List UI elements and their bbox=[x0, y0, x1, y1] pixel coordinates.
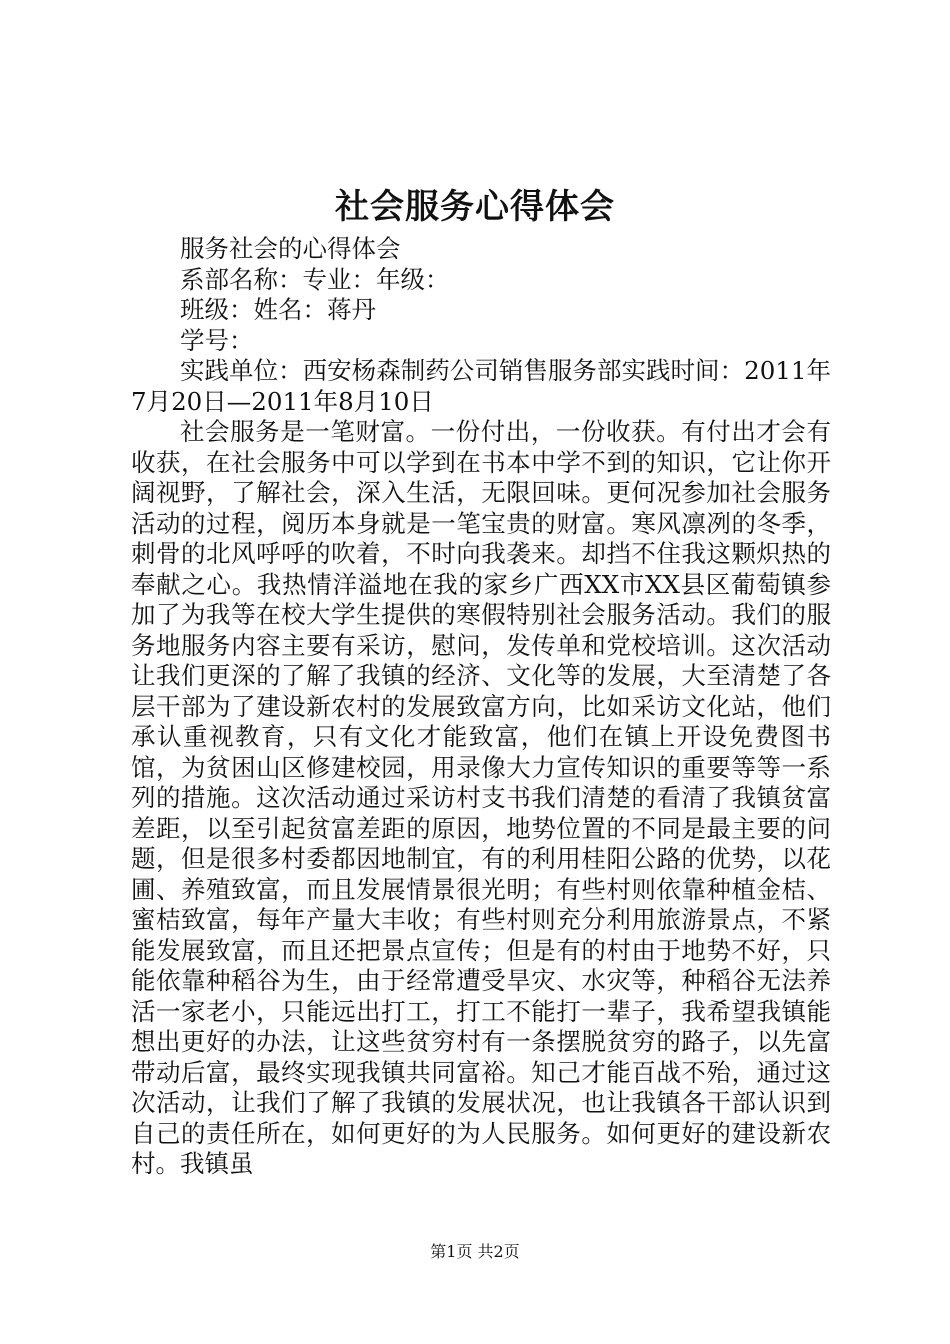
paragraph-class-name: 班级：姓名：蒋丹 bbox=[180, 295, 376, 324]
paragraph-practice-unit: 实践单位：西安杨森制药公司销售服务部实践时间：2011年7月20日—2011年8月10日 bbox=[131, 356, 831, 416]
paragraph-subtitle: 服务社会的心得体会 bbox=[180, 234, 401, 263]
paragraph-student-id: 学号： bbox=[180, 325, 254, 355]
document-title: 社会服务心得体会 bbox=[335, 187, 615, 227]
paragraph-main-text: 社会服务是一笔财富。一份付出，一份收获。有付出才会有收获，在社会服务中可以学到在书本中学不到的知识，它让你开阔视野，了解社会，深入生活，无限回味。更何况参加社会服务活动的过程，阅历本身就是一笔宝贵的财富。寒风凛冽的冬季，刺骨的北风呼呼的吹着，不时向我袭来。却挡不住我这颗炽热的奉献之心。我热情洋溢地在我的家乡广西XX市XX县区葡萄镇参加了为我等在校大学生提供的寒假特别社会服务活动。我们的服务地服务内容主要有采访，慰问，发传单和党校培训。这次活动让我们更深的了解了我镇的经济、文化等的发展，大至清楚了各层干部为了建设新农村的发展致富方向，比如采访文化站，他们承认重视教育，只有文化才能致富，他们在镇上开设免费图书馆，为贫困山区修建校园，用录像大力宣传知识的重要等等一系列的措施。这次活动通过采访村支书我们清楚的看清了我镇贫富差距，以至引起贫富差距的原因，地势位置的不同是最主要的问题，但是很多村委都因地制宜，有的利用桂阳公路的优势，以花圃、养殖致富，而且发展情景很光明；有些村则依靠种植金桔、蜜桔致富，每年产量大丰收；有些村则充分利用旅游景点，不紧能发展致富，而且还把景点宣传；但是有的村由于地势不好，只能依靠种稻谷为生，由于经常遭受旱灾、水灾等，种稻谷无法养活一家老小，只能远出打工，打工不能打一辈子，我希望我镇能想出更好的办法，让这些贫穷村有一条摆脱贫穷的路子，以先富带动后富，最终实现我镇共同富裕。知己才能百战不殆，通过这次活动，让我们了解了我镇的发展状况，也让我镇各干部认识到自己的责任所在，如何更好的为人民服务。如何更好的建设新农村。我镇虽 bbox=[131, 417, 831, 1178]
paragraph-department: 系部名称：专业：年级： bbox=[180, 264, 450, 294]
page-footer: 第1页 共2页 bbox=[430, 1242, 520, 1261]
document-body bbox=[131, 234, 831, 1180]
